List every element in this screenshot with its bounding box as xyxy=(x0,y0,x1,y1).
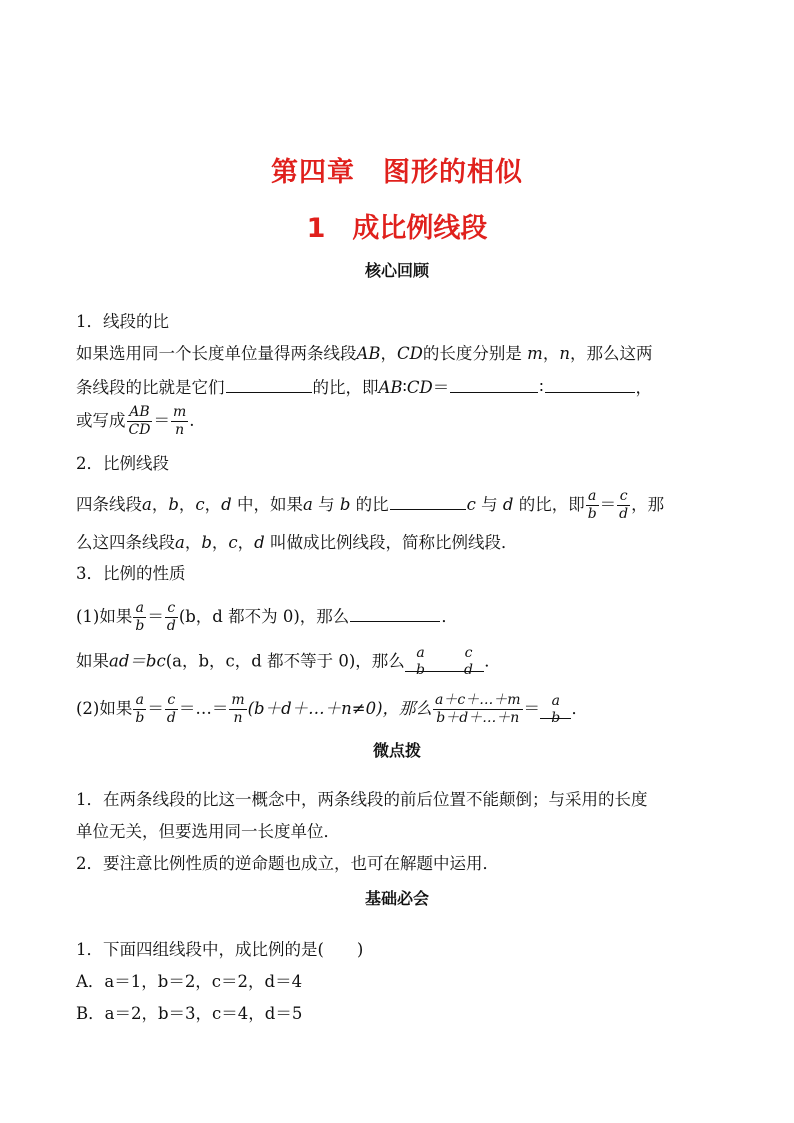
denominator: b xyxy=(135,618,145,634)
var-a: a xyxy=(302,495,313,514)
text: . xyxy=(189,411,195,430)
numerator: c xyxy=(165,692,178,710)
text: (a，b，c，d 都不等于 0)，那么 xyxy=(165,651,405,671)
text: 的比，即 xyxy=(312,378,379,397)
denominator: n xyxy=(175,422,185,438)
expression-ad-bc: ad＝bc xyxy=(109,651,166,671)
text: ∶ xyxy=(402,378,407,397)
section-title: 1 成比例线段 xyxy=(306,213,488,244)
fraction-a-b xyxy=(133,692,146,727)
question-1: 1．下面四组线段中，成比例的是( ) xyxy=(76,940,364,959)
text: ＝ xyxy=(432,378,450,397)
answer-blank[interactable] xyxy=(390,493,466,510)
text: ， xyxy=(380,344,398,363)
answer-blank[interactable] xyxy=(540,692,571,726)
item2-line1 xyxy=(76,488,726,523)
text: ＝…＝ xyxy=(178,699,229,718)
text: (1)如果 xyxy=(76,607,133,626)
fraction-m-n xyxy=(229,692,246,727)
numerator: a xyxy=(551,692,560,709)
fraction-c-d xyxy=(165,692,178,727)
text: 么这四条线段 xyxy=(76,533,175,552)
var-n: n xyxy=(559,344,570,363)
var-d: d xyxy=(254,533,265,552)
numerator: m xyxy=(231,692,245,708)
answer-blank[interactable] xyxy=(450,376,538,393)
item1-line3 xyxy=(76,404,726,439)
text: ， xyxy=(237,533,255,552)
var-CD: CD xyxy=(406,378,433,397)
fraction-a-b xyxy=(586,488,599,523)
fraction-sum xyxy=(433,692,522,727)
item3-prop1-converse xyxy=(76,645,726,679)
option-a[interactable]: A．a＝1，b＝2，c＝2，d＝4 xyxy=(76,972,303,991)
text: ，那么这两 xyxy=(569,344,653,363)
text: ＝ xyxy=(147,607,164,626)
numerator: a＋c＋…＋m xyxy=(435,692,521,708)
text: (b，d 都不为 0)，那么 xyxy=(178,607,350,626)
text: 中，如果 xyxy=(236,495,303,514)
denominator: b xyxy=(551,709,561,726)
text: (2)如果 xyxy=(76,699,133,718)
answer-blank[interactable] xyxy=(226,376,312,393)
fraction-c-d xyxy=(165,600,178,635)
text: ． xyxy=(571,699,588,718)
tip1-line2: 单位无关，但要选用同一长度单位． xyxy=(76,822,340,841)
var-m: m xyxy=(527,344,543,363)
option-b[interactable]: B．a＝2，b＝3，c＝4，d＝5 xyxy=(76,1004,303,1023)
var-a: a xyxy=(142,495,152,514)
text: 四条线段 xyxy=(76,495,142,514)
var-b: b xyxy=(339,495,351,514)
var-b: b xyxy=(201,533,212,552)
denominator: b＋d＋…＋n xyxy=(436,710,520,726)
text: ＝ xyxy=(147,699,164,718)
denominator: b xyxy=(135,710,145,726)
text: ∶ xyxy=(539,378,544,397)
item1-line2 xyxy=(76,376,726,400)
text: ． xyxy=(441,607,458,626)
text: 条线段的比就是它们 xyxy=(76,378,225,397)
text: ， xyxy=(151,495,169,514)
numerator: a xyxy=(133,600,146,618)
numerator: c xyxy=(464,645,473,661)
item1-title: 1．线段的比 xyxy=(76,312,169,331)
fraction-a-b xyxy=(549,693,562,727)
text: 或写成 xyxy=(76,411,126,430)
var-c: c xyxy=(195,495,205,514)
text: 的长度分别是 xyxy=(422,344,522,363)
text: 叫做成比例线段，简称比例线段． xyxy=(269,533,518,552)
text: 的比 xyxy=(355,495,389,514)
text: 如果 xyxy=(76,651,109,671)
denominator: n xyxy=(233,710,243,726)
fraction-a-b xyxy=(414,645,427,679)
var-d: d xyxy=(502,495,514,514)
text: 与 xyxy=(318,495,335,514)
fraction-a-b xyxy=(133,600,146,635)
condition-text: (b＋d＋…＋n≠0)，那么 xyxy=(247,699,433,718)
denominator: d xyxy=(166,710,176,726)
numerator: a xyxy=(416,645,425,661)
denominator: d xyxy=(464,662,473,678)
tip2: 2．要注意比例性质的逆命题也成立，也可在解题中运用． xyxy=(76,854,499,873)
var-AB: AB xyxy=(378,378,403,397)
item3-prop1 xyxy=(76,600,726,635)
item3-title: 3．比例的性质 xyxy=(76,564,186,583)
item2-title: 2．比例线段 xyxy=(76,454,169,473)
fraction-m-n xyxy=(171,404,188,439)
text: 的比，即 xyxy=(518,495,585,514)
text: ， xyxy=(204,495,222,514)
answer-blank[interactable] xyxy=(545,376,635,393)
numerator: c xyxy=(165,600,178,618)
text: ， xyxy=(211,533,229,552)
text: ＝ xyxy=(153,411,170,430)
text: ，那 xyxy=(631,495,665,514)
basics-heading: 基础必会 xyxy=(364,889,429,908)
var-CD: CD xyxy=(397,344,423,363)
fraction-c-d xyxy=(617,488,630,523)
numerator: c xyxy=(617,488,630,506)
var-d: d xyxy=(221,495,232,514)
answer-blank[interactable] xyxy=(350,605,440,622)
text: ， xyxy=(184,533,202,552)
var-b: b xyxy=(168,495,179,514)
var-a: a xyxy=(175,533,185,552)
tips-heading: 微点拨 xyxy=(372,741,421,760)
text: ， xyxy=(542,344,560,363)
numerator: a xyxy=(586,488,599,506)
fraction-AB-CD xyxy=(127,404,153,439)
denominator: CD xyxy=(128,422,151,438)
review-heading: 核心回顾 xyxy=(364,261,429,280)
text: ， xyxy=(635,378,652,397)
denominator: d xyxy=(166,618,176,634)
text: 如果选用同一个长度单位量得两条线段 xyxy=(76,344,357,363)
var-AB: AB xyxy=(356,344,381,363)
numerator: AB xyxy=(127,404,153,422)
text: ＝ xyxy=(599,495,617,514)
denominator: b xyxy=(416,662,425,678)
denominator: b xyxy=(587,506,597,522)
var-c: c xyxy=(228,533,238,552)
numerator: m xyxy=(172,404,187,420)
text: ， xyxy=(178,495,196,514)
chapter-title: 第四章 图形的相似 xyxy=(271,157,523,188)
item1-line1 xyxy=(76,342,726,366)
text: ＝ xyxy=(523,699,541,718)
var-c: c xyxy=(466,495,476,514)
item3-prop2 xyxy=(76,692,726,727)
text: 与 xyxy=(481,495,498,514)
numerator: a xyxy=(133,692,146,710)
item2-line2 xyxy=(76,531,726,555)
tip1-line1: 1．在两条线段的比这一概念中，两条线段的前后位置不能颠倒；与采用的长度 xyxy=(76,790,648,809)
answer-blank[interactable] xyxy=(405,645,484,678)
text: ． xyxy=(484,651,501,671)
denominator: d xyxy=(619,506,629,522)
fraction-c-d xyxy=(462,645,475,679)
